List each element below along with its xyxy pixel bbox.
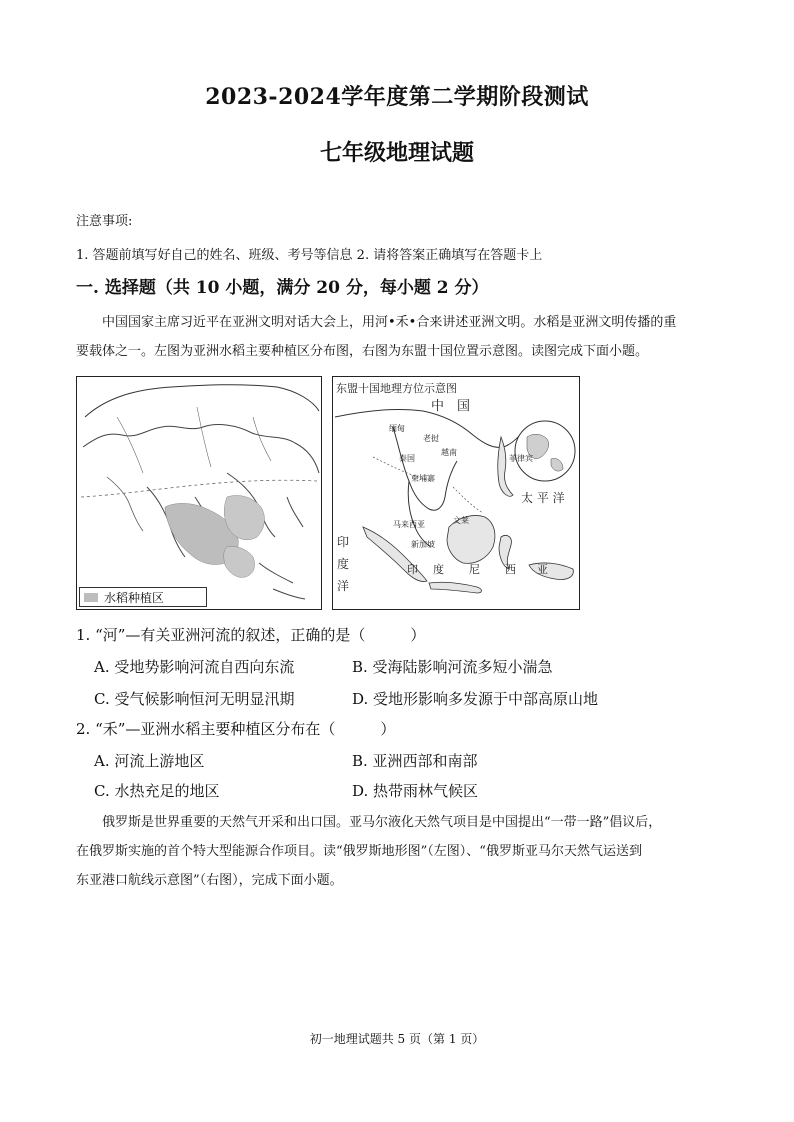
label-china: 中 国 xyxy=(431,399,471,414)
question-2-option-b[interactable]: B. 亚洲西部和南部 xyxy=(352,752,478,770)
label-brunei: 文莱 xyxy=(453,516,469,525)
page-footer: 初一地理试题共 5 页（第 1 页） xyxy=(309,1032,485,1046)
label-indonesia-2: 度 xyxy=(433,563,444,576)
question-1-option-d[interactable]: D. 受地形影响多发源于中部高原山地 xyxy=(352,690,599,708)
notice-text: 1. 答题前填写好自己的姓名、班级、考号等信息 2. 请将答案正确填写在答题卡上 xyxy=(76,248,543,263)
label-cambodia: 柬埔寨 xyxy=(411,474,435,483)
asia-map-drawing xyxy=(77,377,321,609)
passage-2 xyxy=(76,808,736,895)
passage-2-line-1: 俄罗斯是世界重要的天然气开采和出口国。亚马尔液化天然气项目是中国提出“一带一路”倡议后， xyxy=(102,815,662,830)
rice-legend-swatch xyxy=(84,593,98,602)
question-2-option-d[interactable]: D. 热带雨林气候区 xyxy=(352,782,479,800)
exam-title: 2023-2024学年度第二学期阶段测试 xyxy=(205,84,589,110)
label-malaysia: 马来西亚 xyxy=(393,520,425,529)
label-philippines: 菲律宾 xyxy=(509,454,533,463)
asean-map-title: 东盟十国地理方位示意图 xyxy=(336,382,457,395)
question-2-option-a[interactable]: A. 河流上游地区 xyxy=(94,752,205,770)
label-indian-2: 度 xyxy=(337,557,350,571)
question-2-stem: 2. “禾”—亚洲水稻主要种植区分布在（ ） xyxy=(76,720,396,738)
label-indonesia-1: 印 xyxy=(407,563,418,576)
asean-map xyxy=(332,376,580,610)
label-pacific: 太 平 洋 xyxy=(521,491,565,505)
label-indian-3: 洋 xyxy=(337,579,350,593)
rice-legend xyxy=(79,587,207,607)
label-vietnam: 越南 xyxy=(441,448,457,457)
passage-1 xyxy=(76,308,736,366)
exam-subtitle: 七年级地理试题 xyxy=(319,140,474,166)
asia-rice-map xyxy=(76,376,322,610)
passage-2-line-2: 在俄罗斯实施的首个特大型能源合作项目。读“俄罗斯地形图”（左图）、“俄罗斯亚马尔天然气运送到 xyxy=(76,844,642,859)
label-indian-1: 印 xyxy=(337,535,350,549)
question-1-stem: 1. “河”—有关亚洲河流的叙述，正确的是（ ） xyxy=(76,626,426,644)
section-heading: 一. 选择题（共 10 小题，满分 20 分，每小题 2 分） xyxy=(76,278,489,298)
passage-2-line-3: 东亚港口航线示意图”（右图），完成下面小题。 xyxy=(76,873,343,888)
label-indonesia-3: 尼 xyxy=(469,563,480,576)
passage-1-line-1: 中国国家主席习近平在亚洲文明对话大会上，用河•禾•合来讲述亚洲文明。水稻是亚洲文明传播的重 xyxy=(102,315,677,330)
question-1-option-c[interactable]: C. 受气候影响恒河无明显汛期 xyxy=(94,690,295,708)
label-thailand: 泰国 xyxy=(399,454,415,463)
label-indonesia-5: 亚 xyxy=(537,563,548,576)
label-indonesia-4: 西 xyxy=(505,563,516,576)
rice-region-southeast-asia xyxy=(224,546,255,577)
question-2-option-c[interactable]: C. 水热充足的地区 xyxy=(94,782,220,800)
notice-heading: 注意事项: xyxy=(76,214,133,229)
question-1-option-b[interactable]: B. 受海陆影响河流多短小湍急 xyxy=(352,658,553,676)
question-1-option-a[interactable]: A. 受地势影响河流自西向东流 xyxy=(94,658,295,676)
label-laos: 老挝 xyxy=(423,434,439,443)
label-myanmar: 缅甸 xyxy=(389,424,405,433)
label-singapore: 新加坡 xyxy=(411,540,435,549)
rice-legend-label: 水稻种植区 xyxy=(104,590,165,605)
passage-1-line-2: 要载体之一。左图为亚洲水稻主要种植区分布图，右图为东盟十国位置示意图。读图完成下面小题。 xyxy=(76,344,649,359)
